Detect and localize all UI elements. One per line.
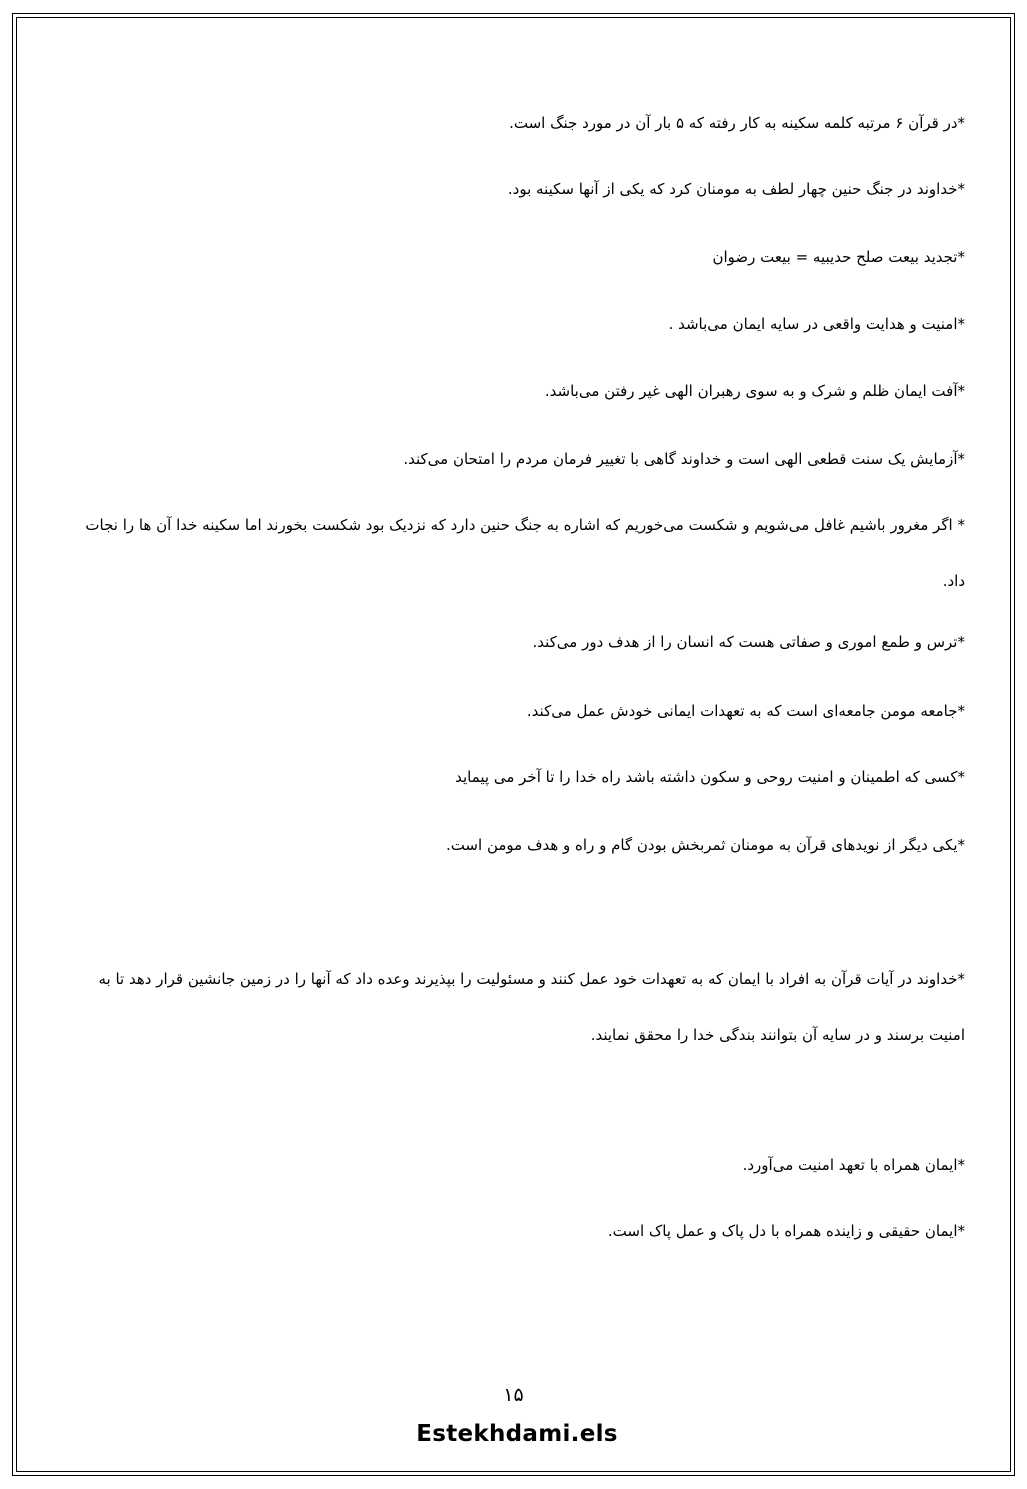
paragraph-5: *آفت ایمان ظلم و شرک و به سوی رهبران الهی غیر رفتن می‌باشد.: [544, 382, 965, 400]
paragraph-8: *ترس و طمع اموری و صفاتی هست که انسان را از هدف دور می‌کند.: [532, 633, 965, 651]
site-watermark: Estekhdami.els: [416, 1421, 618, 1447]
paragraph-12: *خداوند در آیات قرآن به افراد با ایمان که به تعهدات خود عمل کنند و مسئولیت را بپذیرند وعده داد که آنها را در زمین جانشین قرار دهد تا به امنیت برسند و در سایه آن بتوانند بندگی خدا را محقق نمایند.: [98, 970, 965, 1044]
paragraph-10: *کسی که اطمینان و امنیت روحی و سکون داشته باشد راه خدا را تا آخر می پیماید: [455, 768, 965, 786]
page-number: ۱۵: [503, 1384, 524, 1406]
paragraph-13: *ایمان همراه با تعهد امنیت می‌آورد.: [742, 1156, 965, 1174]
paragraph-1: *در قرآن ۶ مرتبه کلمه سکینه به کار رفته که ۵ بار آن در مورد جنگ است.: [509, 114, 965, 132]
paragraph-11: *یکی دیگر از نویدهای قرآن به مومنان ثمربخش بودن گام و راه و هدف مومن است.: [445, 836, 965, 854]
paragraph-14: *ایمان حقیقی و زاینده همراه با دل پاک و عمل پاک است.: [607, 1222, 965, 1240]
paragraph-4: *امنیت و هدایت واقعی در سایه ایمان می‌باشد .: [668, 315, 965, 333]
page-border-inner: [16, 17, 1011, 1472]
paragraph-7: * اگر مغرور باشیم غافل می‌شویم و شکست می‌خوریم که اشاره به جنگ حنین دارد که نزدیک بود شکست بخورند اما سکینه خدا آن ها را نجات داد.: [85, 516, 965, 590]
paragraph-2: *خداوند در جنگ حنین چهار لطف به مومنان کرد که یکی از آنها سکینه بود.: [507, 180, 965, 198]
paragraph-9: *جامعه مومن جامعه‌ای است که به تعهدات ایمانی خودش عمل می‌کند.: [526, 702, 965, 720]
paragraph-3: *تجدید بیعت صلح حدیبیه = بیعت رضوان: [712, 248, 965, 266]
paragraph-6: *آزمایش یک سنت قطعی الهی است و خداوند گاهی با تغییر فرمان مردم را امتحان می‌کند.: [403, 450, 965, 468]
